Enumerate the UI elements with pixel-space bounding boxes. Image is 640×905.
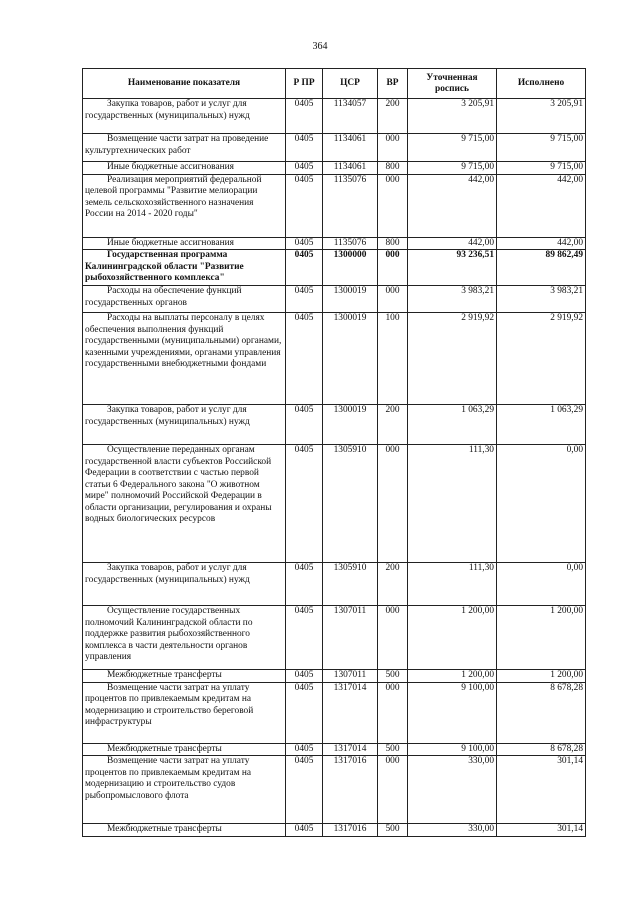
table-header-row — [83, 69, 586, 99]
cell-plan: 1 200,00 — [408, 606, 497, 670]
cell-rpr: 0405 — [286, 99, 323, 134]
cell-vr: 000 — [378, 445, 408, 563]
cell-name: Межбюджетные трансферты — [83, 824, 286, 837]
cell-plan: 330,00 — [408, 824, 497, 837]
table-row — [83, 563, 586, 606]
cell-name: Возмещение части затрат на проведение культуртехнических работ — [83, 134, 286, 162]
cell-plan: 442,00 — [408, 237, 497, 250]
table-row — [83, 405, 586, 445]
cell-rpr: 0405 — [286, 405, 323, 445]
cell-vr: 500 — [378, 670, 408, 683]
cell-plan: 442,00 — [408, 174, 497, 237]
cell-vr: 000 — [378, 756, 408, 824]
header-csr: ЦСР — [323, 69, 378, 99]
cell-done: 3 205,91 — [497, 99, 586, 134]
cell-plan: 9 100,00 — [408, 743, 497, 756]
cell-done: 442,00 — [497, 237, 586, 250]
cell-vr: 500 — [378, 824, 408, 837]
cell-vr: 000 — [378, 250, 408, 286]
cell-rpr: 0405 — [286, 670, 323, 683]
cell-rpr: 0405 — [286, 313, 323, 405]
cell-rpr: 0405 — [286, 162, 323, 175]
cell-csr: 1300019 — [323, 405, 378, 445]
cell-csr: 1307011 — [323, 670, 378, 683]
cell-plan: 9 100,00 — [408, 682, 497, 743]
cell-name: Межбюджетные трансферты — [83, 743, 286, 756]
cell-plan: 3 205,91 — [408, 99, 497, 134]
cell-name: Расходы на выплаты персоналу в целях обеспечения выполнения функций государственными (муниципальными) органами, казенными учреждениями, органами управления государственными внебюджетными фондами — [83, 313, 286, 405]
cell-name: Расходы на обеспечение функций государственных органов — [83, 286, 286, 313]
budget-table — [82, 68, 586, 837]
cell-vr: 200 — [378, 405, 408, 445]
header-done: Исполнено — [497, 69, 586, 99]
cell-name: Закупка товаров, работ и услуг для государственных (муниципальных) нужд — [83, 563, 286, 606]
cell-rpr: 0405 — [286, 756, 323, 824]
cell-csr: 1317016 — [323, 824, 378, 837]
cell-done: 8 678,28 — [497, 743, 586, 756]
cell-name: Возмещение части затрат на уплату процентов по привлекаемым кредитам на модернизацию и строительство береговой инфраструктуры — [83, 682, 286, 743]
table-row — [83, 99, 586, 134]
cell-rpr: 0405 — [286, 134, 323, 162]
cell-rpr: 0405 — [286, 682, 323, 743]
table-row — [83, 174, 586, 237]
cell-vr: 200 — [378, 99, 408, 134]
cell-plan: 1 063,29 — [408, 405, 497, 445]
header-name: Наименование показателя — [83, 69, 286, 99]
cell-done: 1 200,00 — [497, 606, 586, 670]
cell-vr: 100 — [378, 313, 408, 405]
cell-vr: 800 — [378, 237, 408, 250]
cell-done: 89 862,49 — [497, 250, 586, 286]
cell-plan: 330,00 — [408, 756, 497, 824]
cell-plan: 2 919,92 — [408, 313, 497, 405]
table-row — [83, 286, 586, 313]
cell-done: 301,14 — [497, 824, 586, 837]
table-row — [83, 250, 586, 286]
cell-done: 0,00 — [497, 563, 586, 606]
table-row — [83, 824, 586, 837]
cell-csr: 1317014 — [323, 682, 378, 743]
cell-plan: 111,30 — [408, 563, 497, 606]
cell-done: 2 919,92 — [497, 313, 586, 405]
header-plan: Уточненная роспись — [408, 69, 497, 99]
table-row — [83, 237, 586, 250]
cell-name: Осуществление переданных органам государственной власти субъектов Российской Федерации в соответствии с частью первой статьи 6 Федерального закона "О животном мире" полномочий Российской Федерации в области организации, регулирования и охраны водных биологических ресурсов — [83, 445, 286, 563]
cell-rpr: 0405 — [286, 606, 323, 670]
cell-vr: 500 — [378, 743, 408, 756]
cell-done: 8 678,28 — [497, 682, 586, 743]
table-row — [83, 445, 586, 563]
cell-name: Межбюджетные трансферты — [83, 670, 286, 683]
cell-rpr: 0405 — [286, 445, 323, 563]
cell-plan: 1 200,00 — [408, 670, 497, 683]
table-row — [83, 756, 586, 824]
table-row — [83, 743, 586, 756]
cell-vr: 800 — [378, 162, 408, 175]
cell-rpr: 0405 — [286, 743, 323, 756]
cell-rpr: 0405 — [286, 237, 323, 250]
table-row — [83, 313, 586, 405]
cell-csr: 1135076 — [323, 174, 378, 237]
table-row — [83, 162, 586, 175]
table-row — [83, 670, 586, 683]
table-row — [83, 606, 586, 670]
table-body — [83, 99, 586, 837]
cell-done: 9 715,00 — [497, 162, 586, 175]
cell-name: Закупка товаров, работ и услуг для государственных (муниципальных) нужд — [83, 405, 286, 445]
cell-done: 1 200,00 — [497, 670, 586, 683]
cell-name: Закупка товаров, работ и услуг для государственных (муниципальных) нужд — [83, 99, 286, 134]
cell-done: 1 063,29 — [497, 405, 586, 445]
cell-rpr: 0405 — [286, 563, 323, 606]
cell-csr: 1317016 — [323, 756, 378, 824]
cell-vr: 000 — [378, 134, 408, 162]
cell-vr: 000 — [378, 174, 408, 237]
cell-csr: 1300000 — [323, 250, 378, 286]
cell-plan: 9 715,00 — [408, 162, 497, 175]
page-number: 364 — [312, 41, 328, 52]
cell-csr: 1300019 — [323, 313, 378, 405]
header-vr: ВР — [378, 69, 408, 99]
cell-done: 9 715,00 — [497, 134, 586, 162]
cell-done: 0,00 — [497, 445, 586, 563]
cell-name: Иные бюджетные ассигнования — [83, 237, 286, 250]
cell-csr: 1307011 — [323, 606, 378, 670]
header-rpr: Р ПР — [286, 69, 323, 99]
cell-rpr: 0405 — [286, 250, 323, 286]
cell-name: Государственная программа Калининградской области "Развитие рыбохозяйственного комплекса" — [83, 250, 286, 286]
cell-done: 3 983,21 — [497, 286, 586, 313]
cell-vr: 000 — [378, 682, 408, 743]
cell-name: Реализация мероприятий федеральной целевой программы "Развитие мелиорации земель сельскохозяйственного назначения России на 2014 - 2020 годы" — [83, 174, 286, 237]
cell-csr: 1134061 — [323, 134, 378, 162]
cell-plan: 93 236,51 — [408, 250, 497, 286]
cell-csr: 1305910 — [323, 445, 378, 563]
cell-vr: 000 — [378, 606, 408, 670]
cell-rpr: 0405 — [286, 824, 323, 837]
cell-done: 301,14 — [497, 756, 586, 824]
cell-name: Иные бюджетные ассигнования — [83, 162, 286, 175]
cell-csr: 1317014 — [323, 743, 378, 756]
cell-rpr: 0405 — [286, 174, 323, 237]
cell-plan: 3 983,21 — [408, 286, 497, 313]
cell-vr: 000 — [378, 286, 408, 313]
cell-rpr: 0405 — [286, 286, 323, 313]
cell-csr: 1134061 — [323, 162, 378, 175]
cell-done: 442,00 — [497, 174, 586, 237]
table-row — [83, 134, 586, 162]
cell-plan: 111,30 — [408, 445, 497, 563]
cell-csr: 1300019 — [323, 286, 378, 313]
cell-name: Возмещение части затрат на уплату процентов по привлекаемым кредитам на модернизацию и строительство судов рыбопромыслового флота — [83, 756, 286, 824]
cell-csr: 1305910 — [323, 563, 378, 606]
table-row — [83, 682, 586, 743]
cell-vr: 200 — [378, 563, 408, 606]
cell-plan: 9 715,00 — [408, 134, 497, 162]
cell-name: Осуществление государственных полномочий Калининградской области по поддержке развития рыбохозяйственного комплекса в части деятельности органов управления — [83, 606, 286, 670]
cell-csr: 1134057 — [323, 99, 378, 134]
cell-csr: 1135076 — [323, 237, 378, 250]
